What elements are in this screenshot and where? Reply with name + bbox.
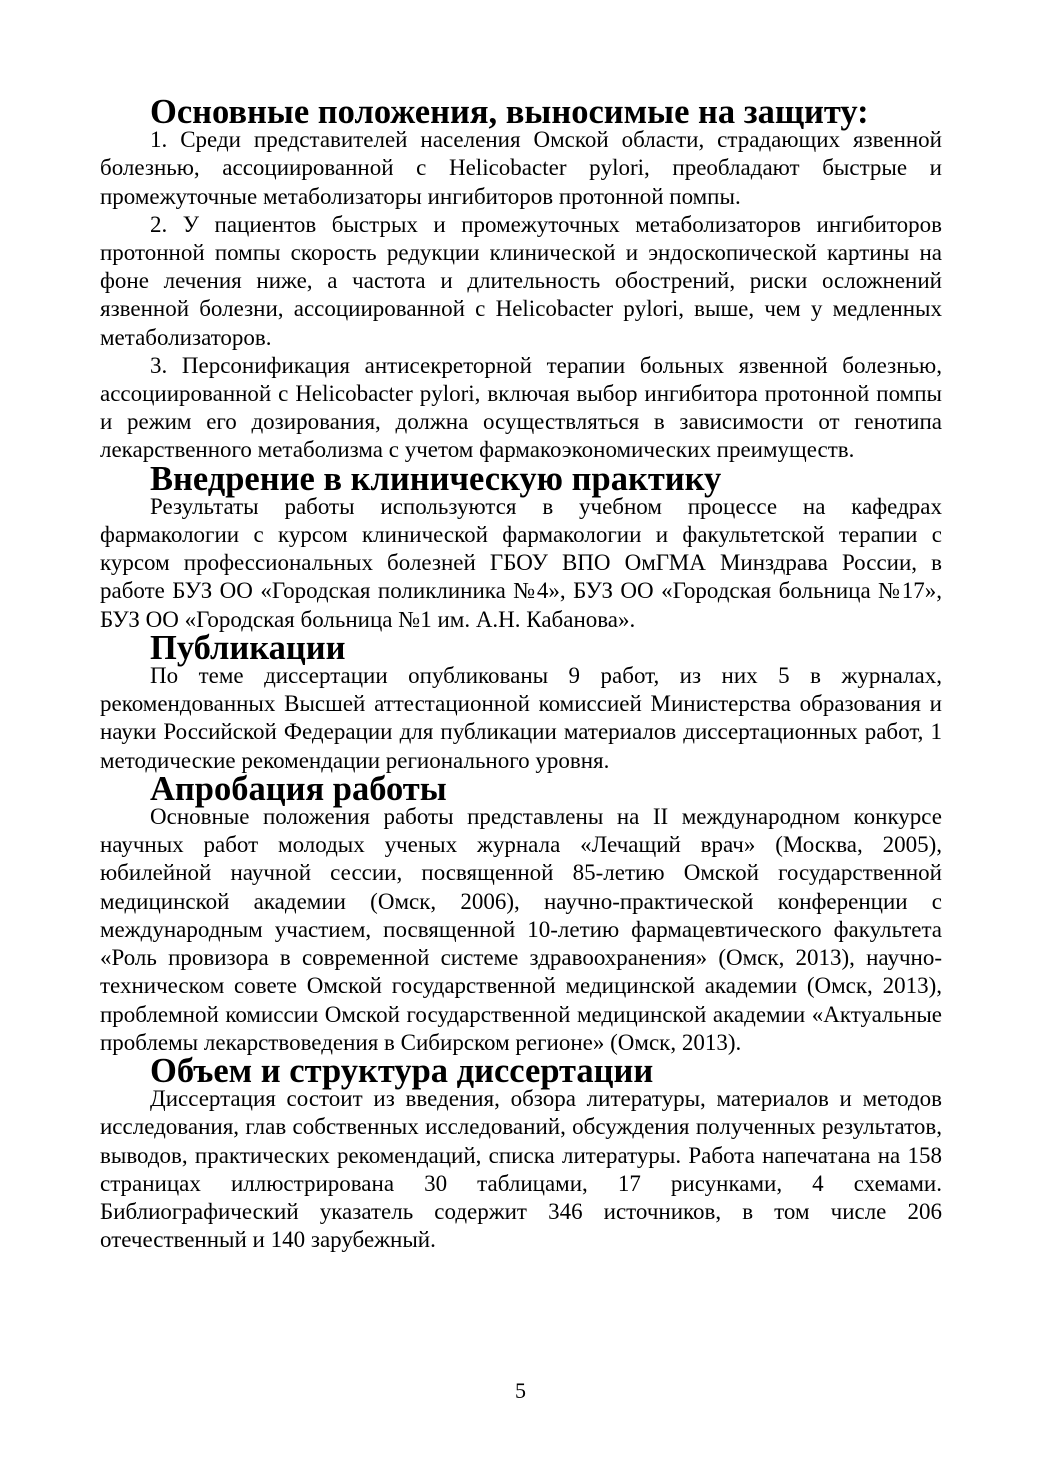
document-page [100,93,942,1254]
section-heading-publications: Публикации [150,628,346,667]
thesis-paragraph-3: 3. Персонификация антисекреторной терапии больных язвенной болезнью, ассоциированной с Helicobacter pylori, включая выбор ингибитора протонной помпы и режим его дозирования, должна осуществляться в зависимости от генотипа лекарственного метаболизма с учетом фармакоэкономических преимуществ. [100,352,942,463]
structure-paragraph: Диссертация состоит из введения, обзора литературы, материалов и методов исследования, глав собственных исследований, обсуждения полученных результатов, выводов, практических рекомендаций, списка литературы. Работа напечатана на 158 страницах иллюстрирована 30 таблицами, 17 рисунками, 4 схемами. Библиографический указатель содержит 346 источников, в том числе 206 отечественный и 140 зарубежный. [100,1086,942,1253]
page-number: 5 [515,1378,526,1403]
publications-paragraph: По теме диссертации опубликованы 9 работ, из них 5 в журналах, рекомендованных Высшей аттестационной комиссией Министерства образования и науки Российской Федерации для публикации материалов диссертационных работ, 1 методические рекомендации регионального уровня. [100,663,942,773]
section-heading-approbation: Апробация работы [150,769,447,808]
thesis-paragraph-2: 2. У пациентов быстрых и промежуточных метаболизаторов ингибиторов протонной помпы скорость редукции клинической и эндоскопической картины на фоне лечения ниже, а частота и длительность обострений, риски осложнений язвенной болезни, ассоциированной с Helicobacter pylori, выше, чем у медленных метаболизаторов. [100,211,942,350]
section-heading-implementation: Внедрение в клиническую практику [150,459,722,498]
approbation-paragraph: Основные положения работы представлены на II международном конкурсе научных работ молодых ученых журнала «Лечащий врач» (Москва, 2005), юбилейной научной сессии, посвященной 85-летию Омской государственной медицинской академии (Омск, 2006), научно-практической конференции с международным участием, посвященной 10-летию фармацевтического факультета «Роль провизора в современной системе здравоохранения» (Омск, 2013), научно-техническом совете Омской государственной медицинской академии (Омск, 2013), проблемной комиссии Омской государственной медицинской академии «Актуальные проблемы лекарствоведения в Сибирском регионе» (Омск, 2013). [100,804,942,1055]
thesis-paragraph-1: 1. Среди представителей населения Омской области, страдающих язвенной болезнью, ассоциированной с Helicobacter pylori, преобладают быстрые и промежуточные метаболизаторы ингибиторов протонной помпы. [100,127,942,209]
section-heading-theses: Основные положения, выносимые на защиту: [150,93,869,131]
section-heading-structure: Объем и структура диссертации [150,1051,654,1090]
implementation-paragraph: Результаты работы используются в учебном процессе на кафедрах фармакологии с курсом клинической фармакологии и факультетской терапии с курсом профессиональных болезней ГБОУ ВПО ОмГМА Минздрава России, в работе БУЗ ОО «Городская поликлиника №4», БУЗ ОО «Городская больница №17», БУЗ ОО «Городская больница №1 им. А.Н. Кабанова». [100,493,942,632]
